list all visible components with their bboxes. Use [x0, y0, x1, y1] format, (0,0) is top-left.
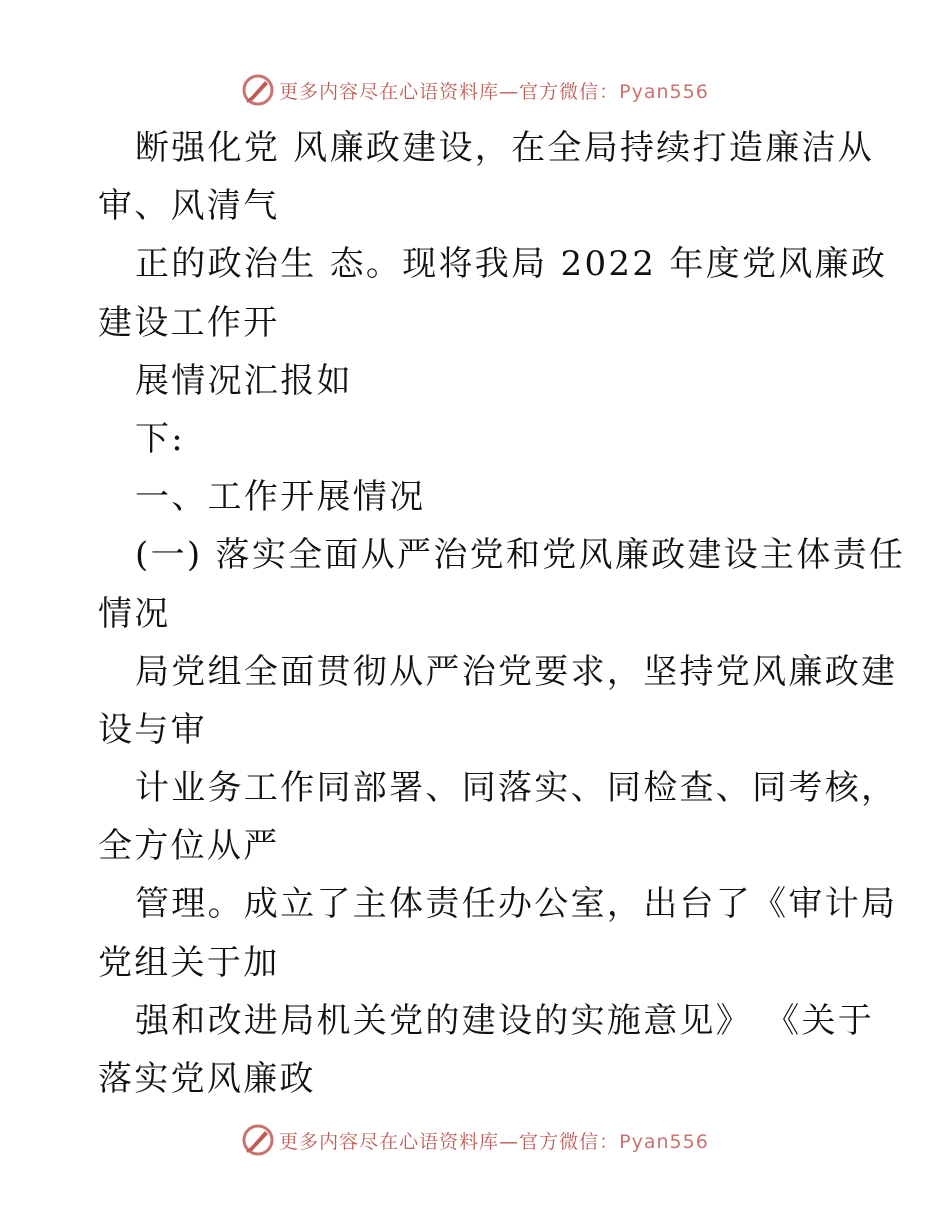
text-line: 管理。成立了主体责任办公室，出台了《审计局: [135, 884, 898, 925]
subsection-heading: (一) 落实全面从严治党和党风廉政建设主体责任: [135, 535, 906, 576]
watermark-text: 更多内容尽在心语资料库—官方微信：: [279, 1130, 620, 1153]
watermark-text: 更多内容尽在心语资料库—官方微信：: [279, 80, 620, 103]
document-body: [98, 119, 906, 1108]
section-heading: 一、工作开展情况: [135, 477, 426, 518]
quill-logo-icon: [241, 73, 275, 107]
text-line: 局党组全面贯彻从严治党要求，坚持党风廉政建: [135, 651, 898, 692]
text-line: 强和改进局机关党的建设的实施意见》 《关于: [135, 1000, 875, 1041]
footer-watermark: [0, 1120, 950, 1160]
text-line: 审、风清气: [98, 186, 280, 227]
text-line: 计业务工作同部署、同落实、同检查、同考核，: [135, 768, 898, 809]
text-line: 党组关于加: [98, 942, 280, 983]
subsection-heading-cont: 情况: [98, 593, 171, 634]
text-line: 正的政治生 态。现将我局 2022 年度党风廉政: [135, 244, 888, 285]
text-line: 建设工作开: [98, 302, 280, 343]
watermark-wechat-id: Pyan556: [619, 1130, 709, 1153]
watermark-wechat-id: Pyan556: [619, 80, 709, 103]
text-line: 展情况汇报如: [135, 360, 353, 401]
text-line: 全方位从严: [98, 826, 280, 867]
header-watermark: [0, 70, 950, 110]
quill-logo-icon: [241, 1123, 275, 1157]
text-line: 断强化党 风廉政建设，在全局持续打造廉洁从: [135, 128, 875, 168]
text-line: 落实党风廉政: [98, 1059, 316, 1099]
text-line: 下:: [135, 418, 186, 459]
text-line: 设与审: [98, 709, 207, 750]
